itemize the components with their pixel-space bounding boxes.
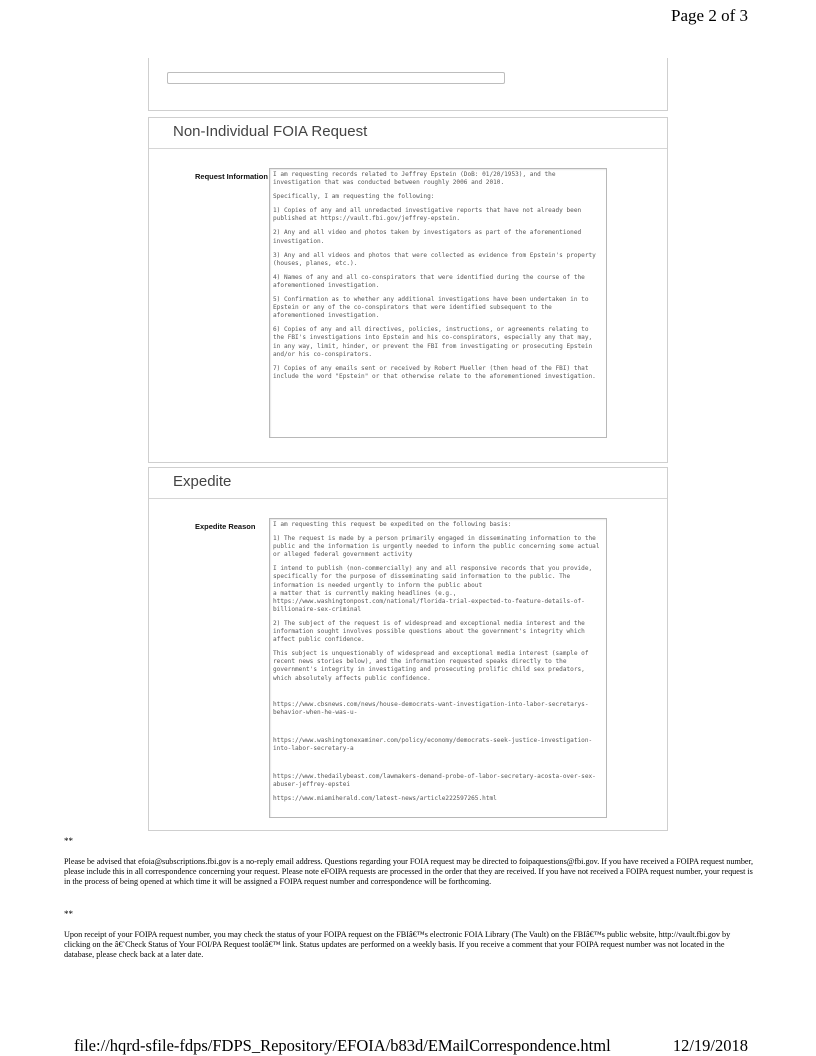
expedite-reason-label: Expedite Reason: [195, 522, 256, 531]
expedite-paragraph: 1) The request is made by a person primarily engaged in disseminating information to the public and the information is urgently needed to inform the public concerning some actual or alleged federal government activity: [273, 535, 604, 559]
request-paragraph: 1) Copies of any and all unredacted investigative reports that have not already been published at https://vault.fbi.gov/jeffrey-epstein.: [273, 207, 585, 223]
request-paragraph: 4) Names of any and all co-conspirators that were identified during the course of the aforementioned investigation.: [273, 273, 589, 289]
news-link[interactable]: https://www.thedailybeast.com/lawmakers-demand-probe-of-labor-secretary-acosta-over-sex-abuser-jeffrey-epstei: [273, 772, 596, 789]
news-link[interactable]: https://www.washingtonexaminer.com/policy/economy/democrats-seek-justice-investigation-into-labor-secretary-a: [273, 736, 593, 752]
expedite-paragraph: a matter that is currently making headlines (e.g.,: [273, 589, 457, 597]
request-paragraph: 6) Copies of any and all directives, policies, instructions, or agreements relating to the FBI's investigations into Epstein and his co-conspirators, especially any that may, in any way, limit, hinder, or prevent the FBI from investigating or prosecuting Epstein and/or his co-conspirators.: [273, 326, 596, 358]
expedite-paragraph: I am requesting this request be expedited on the following basis:: [273, 521, 512, 528]
expedite-paragraph: This subject is unquestionably of widespread and exceptional media interest (sample of recent news stories below), and the information requested speaks directly to the government's integrity in investigating and prosecuting prolific child sex predators, which absolutely affects public confidence.: [273, 650, 593, 682]
no-reply-notice: Please be advised that efoia@subscriptions.fbi.gov is a no-reply email address. Questions regarding your FOIA request may be directed to foipaquestions@fbi.gov. If you have received a FOIPA request number, please include this in all correspondence concerning your request. Please note eFOIPA requests are processed in the order that they are received. If you have not received a FOIPA request number, your request is in the process of being opened at which time it will be assigned a FOIPA request number and correspondence will be forthcoming.: [64, 857, 753, 886]
print-date: 12/19/2018: [672, 1036, 748, 1055]
request-paragraph: 2) Any and all video and photos taken by investigators as part of the aforementioned investigation.: [273, 229, 585, 245]
news-link[interactable]: https://www.miamiherald.com/latest-news/article222597265.html: [273, 795, 497, 803]
panel-title: Non-Individual FOIA Request: [173, 123, 368, 140]
panel-title-bar: [149, 118, 667, 149]
page-number: Page 2 of 3: [671, 6, 748, 25]
separator-marker: **: [64, 909, 73, 919]
request-paragraph: 5) Confirmation as to whether any additional investigations have been undertaken in to Epstein or any of the co-conspirators that were identified subsequent to the aforementioned investigation.: [273, 296, 593, 320]
panel-title: Expedite: [173, 473, 232, 490]
expedite-paragraph: I intend to publish (non-commercially) any and all responsive records that you provide, specifically for the purpose of disseminating said information to the public. The information is needed urgently to inform the public about: [273, 565, 596, 589]
status-check-notice: Upon receipt of your FOIPA request number, you may check the status of your FOIPA request on the FBIâ€™s electronic FOIA Library (The Vault) on the FBIâ€™s public website, http://vault.fbi.gov by clicking on the â€˜Check Status of Your FOI/PA Request toolâ€™ link. Status updates are performed on a weekly basis. If you receive a comment that your FOIPA request number was not located in the database, please check back at a later date.: [64, 930, 731, 959]
file-path: file://hqrd-sfile-fdps/FDPS_Repository/EFOIA/b83d/EMailCorrespondence.html: [74, 1036, 611, 1055]
request-paragraph: I am requesting records related to Jeffrey Epstein (DoB: 01/20/1953), and the investigation that was conducted between roughly 2006 and 2010.: [273, 171, 560, 187]
expedite-reason-textarea[interactable]: [269, 518, 607, 818]
request-paragraph: Specifically, I am requesting the following:: [273, 193, 435, 201]
separator-marker: **: [64, 836, 73, 846]
previous-panel: [148, 58, 668, 111]
foia-request-panel: [148, 117, 668, 463]
panel-title-bar: [149, 468, 667, 499]
expedite-panel: [148, 467, 668, 831]
expedite-url: https://www.washingtonpost.com/national/florida-trial-expected-to-feature-details-of-billionaire-sex-criminal: [273, 597, 585, 613]
stub-input-field[interactable]: [167, 72, 505, 84]
request-paragraph: 7) Copies of any emails sent or received by Robert Mueller (then head of the FBI) that include the word "Epstein" or that otherwise relate to the aforementioned investigation.: [273, 364, 596, 380]
news-link[interactable]: https://www.cbsnews.com/news/house-democrats-want-investigation-into-labor-secretarys-behavior-when-he-was-u-: [273, 700, 589, 716]
request-paragraph: 3) Any and all videos and photos that were collected as evidence from Epstein's property (houses, planes, etc.).: [273, 251, 600, 267]
request-information-label: Request Information: [195, 172, 268, 181]
request-information-textarea[interactable]: [269, 168, 607, 438]
expedite-paragraph: 2) The subject of the request is of widespread and exceptional media interest and the information sought involves possible questions about the government's integrity which affect public confidence.: [273, 619, 589, 644]
